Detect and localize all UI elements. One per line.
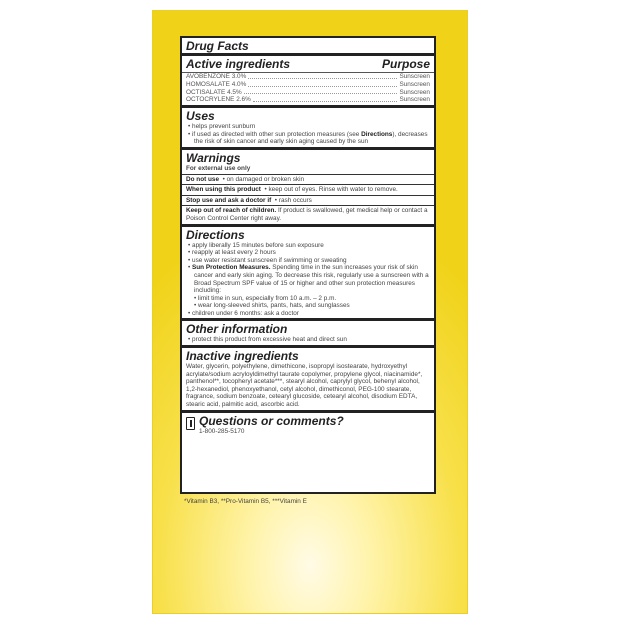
when-using-line: When using this product • keep out of eyes. Rinse with water to remove. — [186, 186, 398, 194]
inactive-ingredients-section — [182, 345, 434, 410]
uses-section — [182, 105, 434, 147]
vitamin-footnote: *Vitamin B3, **Pro-Vitamin B5, ***Vitamin E — [184, 498, 307, 505]
phone-number: 1-800-285-5170 — [199, 427, 245, 435]
inactive-ingredients-text: Water, glycerin, polyethylene, dimethicone, isopropyl isostearate, hydroxyethyl acrylate/sodium acryloyldimethyl taurate copolymer, propylene glycol, niacinamide*, panthenol**, tocopheryl acetate***, stearyl alcohol, caprylyl glycol, behenyl alcohol, 1,2-hexanediol, phenoxyethanol, cetyl alcohol, dimethiconol, PEG-100 stearate, fragrance, sodium benzoate, cetearyl glucoside, cetearyl alcohol, disodium EDTA, stearic acid, palmitic acid, ascorbic acid. — [186, 363, 423, 409]
ingredient-row: OCTISALATE 4.5% Sunscreen — [186, 88, 430, 96]
phone-icon — [186, 417, 195, 430]
do-not-use-line: Do not use • on damaged or broken skin — [186, 175, 305, 183]
directions-subitem: • wear long-sleeved shirts, pants, hats, and sunglasses — [186, 302, 430, 310]
active-ingredients-section — [182, 53, 434, 105]
questions-section — [182, 410, 434, 437]
drug-facts-box — [180, 36, 436, 494]
directions-item: • use water resistant sunscreen if swimming or sweating — [186, 257, 430, 265]
other-information-item: • protect this product from excessive heat and direct sun — [186, 336, 430, 344]
directions-item: • children under 6 months: ask a doctor — [186, 310, 430, 318]
active-ingredients-heading: Active ingredients — [186, 57, 291, 71]
directions-item: • Sun Protection Measures. Spending time in the sun increases your risk of skin cancer and early skin aging. To decrease this risk, regularly use a sunscreen with a Broad Spectrum SPF value of 15 or higher and other sun protection measures including: — [186, 264, 430, 294]
other-information-section — [182, 318, 434, 345]
ingredient-row: HOMOSALATE 4.0% Sunscreen — [186, 80, 430, 88]
uses-item: • if used as directed with other sun protection measures (see Directions), decreases the risk of skin cancer and early skin aging caused by the sun — [186, 131, 430, 146]
keep-out-line: Keep out of reach of children. If product is swallowed, get medical help or contact a Poison Control Center right away. — [186, 207, 428, 222]
purpose-heading: Purpose — [381, 57, 430, 71]
directions-item: • reapply at least every 2 hours — [186, 249, 430, 257]
directions-subitem: • limit time in sun, especially from 10 a.m. – 2 p.m. — [186, 295, 430, 303]
ingredient-row: OCTOCRYLENE 2.6% Sunscreen — [186, 96, 430, 104]
ingredient-row: AVOBENZONE 3.0% Sunscreen — [186, 73, 430, 80]
other-information-heading: Other information — [186, 322, 288, 337]
questions-heading: Questions or comments? — [199, 413, 344, 428]
inactive-ingredients-heading: Inactive ingredients — [186, 349, 299, 364]
uses-item: • helps prevent sunburn — [186, 123, 430, 131]
uses-heading: Uses — [186, 109, 215, 124]
warnings-heading: Warnings — [186, 150, 241, 165]
stop-use-line: Stop use and ask a doctor if • rash occurs — [186, 196, 312, 204]
external-use-text: For external use only — [186, 164, 251, 172]
directions-heading: Directions — [186, 227, 245, 242]
directions-item: • apply liberally 15 minutes before sun exposure — [186, 242, 430, 250]
drug-facts-title: Drug Facts — [186, 39, 249, 53]
directions-section — [182, 224, 434, 319]
warnings-section — [182, 147, 434, 224]
